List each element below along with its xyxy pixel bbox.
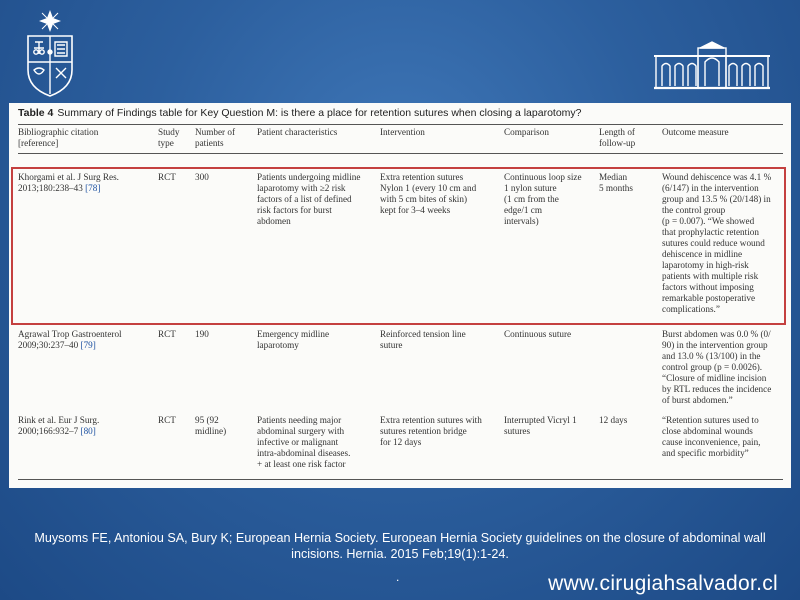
- row2-citation-text: Agrawal Trop Gastroenterol 2009;30:237–40: [18, 329, 122, 350]
- hospital-building-logo: [652, 40, 772, 92]
- row1-followup: Median 5 months: [599, 172, 633, 193]
- university-crest-logo: [22, 8, 78, 100]
- row1-citation-text: Khorgami et al. J Surg Res. 2013;180:238–43: [18, 172, 119, 193]
- row3-citation-text: Rink et al. Eur J Surg. 2000;166:932–7: [18, 415, 100, 436]
- row1-characteristics: Patients undergoing midline laparotomy with ≥2 risk factors of a list of defined risk factors for burst abdomen: [257, 172, 361, 226]
- row1-reference-link[interactable]: [78]: [85, 183, 101, 193]
- table-title: [18, 107, 582, 119]
- source-citation: Muysoms FE, Antoniou SA, Bury K; European Hernia Society. European Hernia Society guidelines on the closure of abdominal wall incisions. Hernia. 2015 Feb;19(1):1-24.: [34, 531, 766, 561]
- row1-patients: 300: [195, 172, 209, 182]
- row2-characteristics: Emergency midline laparotomy: [257, 329, 330, 350]
- row3-intervention: Extra retention sutures with sutures retention bridge for 12 days: [380, 415, 482, 447]
- header-citation: Bibliographic citation [reference]: [18, 127, 99, 148]
- header-outcome-measure: Outcome measure: [662, 127, 729, 137]
- table-bottom-rule: [18, 479, 783, 480]
- header-patient-characteristics: Patient characteristics: [257, 127, 338, 137]
- row3-citation: [18, 415, 99, 437]
- row3-study-type: RCT: [158, 415, 176, 425]
- row3-comparison: Interrupted Vicryl 1 sutures: [504, 415, 577, 436]
- small-dot: .: [396, 570, 400, 584]
- row2-patients: 190: [195, 329, 209, 339]
- header-comparison: Comparison: [504, 127, 549, 137]
- website-url: www.cirugiahsalvador.cl: [548, 572, 778, 595]
- row2-citation: [18, 329, 122, 351]
- header-study-type: Study type: [158, 127, 180, 148]
- row2-outcome: Burst abdomen was 0.0 % (0/ 90) in the intervention group and 13.0 % (13/100) in the control group (p = 0.0026). “Closure of midline incision by RTL reduces the incidence of burst abdomen.”: [662, 329, 772, 405]
- row1-citation: [18, 172, 119, 194]
- table-title-text: Summary of Findings table for Key Question M: is there a place for retention sutures when closing a laparotomy?: [57, 107, 582, 119]
- row3-reference-link[interactable]: [80]: [80, 426, 96, 436]
- row1-intervention: Extra retention sutures Nylon 1 (every 10 cm and with 5 cm bites of skin) kept for 3–4 weeks: [380, 172, 477, 215]
- row3-outcome: “Retention sutures used to close abdominal wounds cause inconvenience, pain, and specific morbidity”: [662, 415, 761, 458]
- row2-comparison: Continuous suture: [504, 329, 572, 339]
- row1-outcome: Wound dehiscence was 4.1 % (6/147) in the intervention group and 13.5 % (20/148) in the control group (p = 0.007). “We showed that prophylactic retention sutures could reduce wound dehiscence in midline laparotomy in high-risk patients with multiple risk factors without imposing remarkable postoperative complications.”: [662, 172, 772, 314]
- row2-reference-link[interactable]: [79]: [80, 340, 96, 350]
- row2-study-type: RCT: [158, 329, 176, 339]
- header-intervention: Intervention: [380, 127, 425, 137]
- table-number: Table 4: [18, 107, 54, 119]
- table-top-rule: [18, 124, 783, 125]
- row1-study-type: RCT: [158, 172, 176, 182]
- header-bottom-rule: [18, 153, 783, 154]
- header-number-patients: Number of patients: [195, 127, 236, 148]
- row3-patients: 95 (92 midline): [195, 415, 227, 436]
- row1-comparison: Continuous loop size 1 nylon suture (1 cm from the edge/1 cm intervals): [504, 172, 582, 226]
- row2-intervention: Reinforced tension line suture: [380, 329, 466, 350]
- header-length-followup: Length of follow-up: [599, 127, 636, 148]
- row3-characteristics: Patients needing major abdominal surgery with infective or malignant intra-abdominal diseases. + at least one risk factor: [257, 415, 351, 469]
- row3-followup: 12 days: [599, 415, 628, 425]
- findings-table-document: [9, 103, 791, 488]
